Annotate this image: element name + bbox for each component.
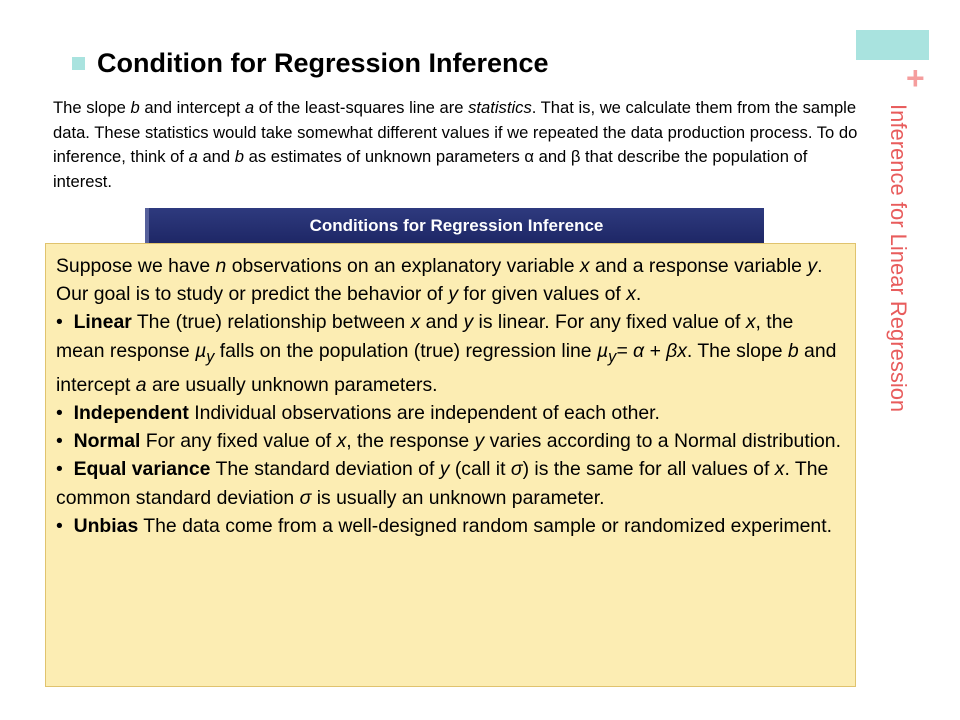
conditions-banner: Conditions for Regression Inference — [145, 208, 764, 243]
plus-icon: + — [906, 60, 925, 96]
conditions-box — [45, 243, 856, 687]
condition-independent: • Independent Individual observations are independent of each other. — [56, 401, 660, 424]
intro-paragraph: The slope b and intercept a of the least-squares line are statistics. That is, we calculate them from the sample data. These statistics would take somewhat different values if we repeated the data production process. To do inference, think of a and b as estimates of unknown parameters α and β that describe the population of interest. — [53, 98, 858, 191]
side-title: Inference for Linear Regression — [886, 104, 911, 413]
square-bullet-icon — [72, 57, 85, 70]
accent-bar — [856, 30, 929, 60]
lead-paragraph: Suppose we have n observations on an explanatory variable x and a response variable y. Our goal is to study or predict the behavior of y for given values of x. — [56, 255, 823, 306]
title-row — [72, 48, 549, 79]
condition-normal: • Normal For any fixed value of x, the response y varies according to a Normal distribution. — [56, 430, 841, 453]
condition-equal-variance: • Equal variance The standard deviation of y (call it σ) is the same for all values of x. The common standard deviation σ is usually an unknown parameter. — [56, 458, 829, 509]
condition-unbias: • Unbias The data come from a well-designed random sample or randomized experiment. — [56, 514, 832, 537]
slide-title: Condition for Regression Inference — [97, 48, 549, 78]
condition-linear: • Linear The (true) relationship between x and y is linear. For any fixed value of x, the mean response µ$_y$ falls on the population (true) regression line µ$_y$= α + βx. The slope b and intercept a are usually unknown parameters. — [56, 311, 837, 396]
